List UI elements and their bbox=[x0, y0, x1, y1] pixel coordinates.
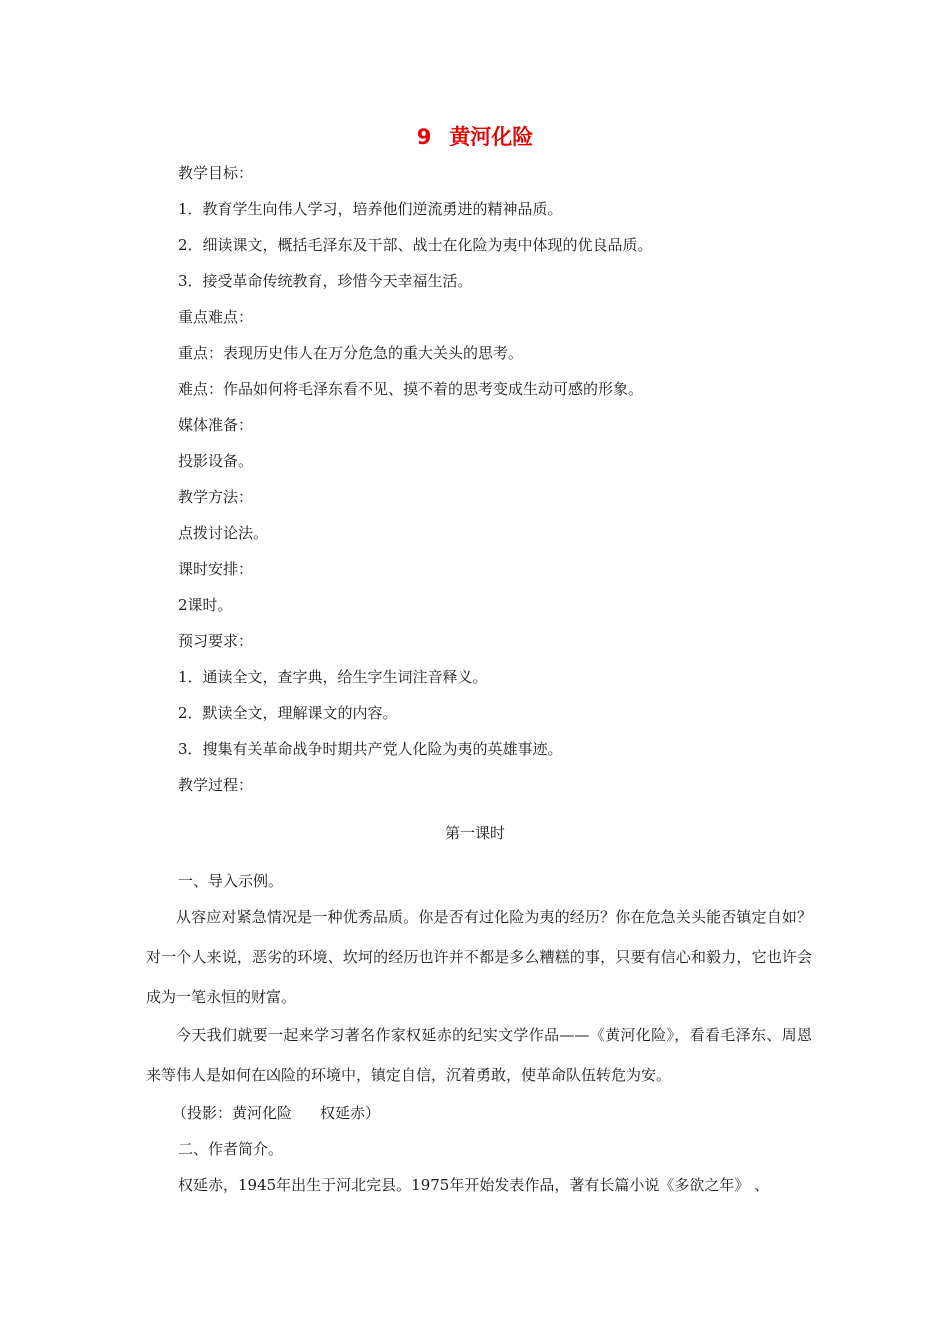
focus-text: 重点：表现历史伟人在万分危急的重大关头的思考。 bbox=[178, 344, 524, 362]
projection-note bbox=[172, 1103, 380, 1123]
projection-author: 权延赤） bbox=[320, 1104, 381, 1122]
schedule-heading: 课时安排： bbox=[178, 560, 254, 578]
page-title bbox=[0, 122, 950, 152]
lesson-period-title: 第一课时 bbox=[444, 824, 505, 842]
process-heading: 教学过程： bbox=[178, 776, 254, 794]
author-intro-text: 权延赤，1945年出生于河北完县。1975年开始发表作品，著有长篇小说《多欲之年》 、 bbox=[178, 1176, 770, 1194]
section2-heading: 二、作者简介。 bbox=[178, 1140, 284, 1158]
lesson-number: 9 bbox=[416, 125, 432, 149]
preview-item-2: 2．默读全文，理解课文的内容。 bbox=[178, 704, 398, 722]
schedule-value: 2课时。 bbox=[178, 596, 233, 614]
goal-item-2: 2．细读课文，概括毛泽东及干部、战士在化险为夷中体现的优良品质。 bbox=[178, 236, 653, 254]
media-heading: 媒体准备： bbox=[178, 416, 254, 434]
method-heading: 教学方法： bbox=[178, 488, 254, 506]
difficulty-text: 难点：作品如何将毛泽东看不见、摸不着的思考变成生动可感的形象。 bbox=[178, 380, 644, 398]
goal-item-1: 1．教育学生向伟人学习，培养他们逆流勇进的精神品质。 bbox=[178, 200, 563, 218]
goals-heading: 教学目标： bbox=[178, 164, 254, 182]
section1-heading: 一、导入示例。 bbox=[178, 872, 284, 890]
key-points-heading: 重点难点： bbox=[178, 308, 254, 326]
preview-heading: 预习要求： bbox=[178, 632, 254, 650]
lesson-paragraph: 今天我们就要一起来学习著名作家权延赤的纪实文学作品——《黄河化险》，看看毛泽东、周恩来等伟人是如何在凶险的环境中，镇定自信，沉着勇敢，使革命队伍转危为安。 bbox=[146, 1026, 812, 1084]
lesson-title: 黄河化险 bbox=[449, 125, 534, 149]
media-value: 投影设备。 bbox=[178, 452, 254, 470]
intro-paragraph: 从容应对紧急情况是一种优秀品质。你是否有过化险为夷的经历？你在危急关头能否镇定自如？对一个人来说，恶劣的环境、坎坷的经历也许并不都是多么糟糕的事，只要有信心和毅力，它也许会成为一笔永恒的财富。 bbox=[146, 908, 812, 1006]
preview-item-3: 3．搜集有关革命战争时期共产党人化险为夷的英雄事迹。 bbox=[178, 740, 563, 758]
method-value: 点拨讨论法。 bbox=[178, 524, 269, 542]
goal-item-3: 3．接受革命传统教育，珍惜今天幸福生活。 bbox=[178, 272, 473, 290]
projection-label: （投影：黄河化险 bbox=[172, 1104, 293, 1122]
preview-item-1: 1．通读全文，查字典，给生字生词注音释义。 bbox=[178, 668, 488, 686]
